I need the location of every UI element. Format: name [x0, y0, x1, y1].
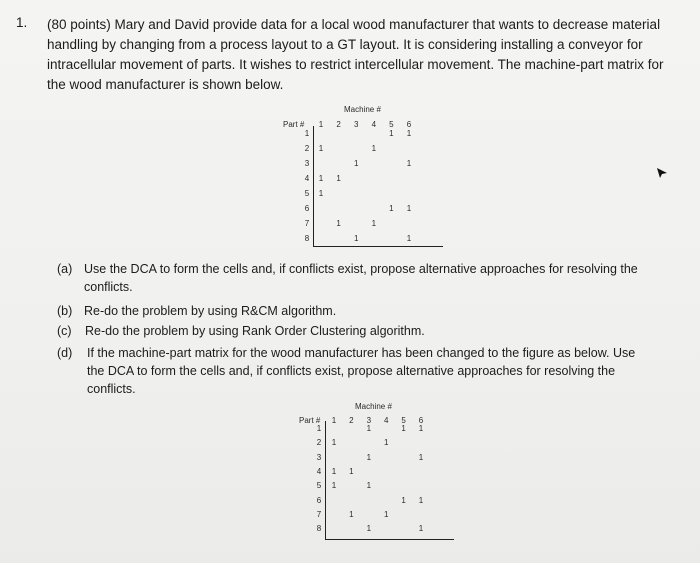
- machine-number: 6: [406, 120, 412, 129]
- part-number: 7: [304, 219, 310, 228]
- matrix-cell-one: 1: [353, 159, 359, 168]
- machine-part-matrix-1: [280, 105, 448, 250]
- matrix-cell-one: 1: [366, 452, 372, 462]
- machine-axis-label: Machine #: [355, 402, 392, 411]
- matrix-cell-one: 1: [353, 234, 359, 243]
- part-number: 4: [304, 174, 310, 183]
- matrix-cell-one: 1: [371, 219, 377, 228]
- question-line: intracellular movement of parts. It wishes to restrict intercellular movement. The machine-part matrix for: [47, 57, 664, 72]
- subquestion-label: (c): [57, 324, 72, 338]
- part-number: 5: [304, 189, 310, 198]
- part-axis-label: Part #: [299, 416, 321, 425]
- part-number: 1: [316, 424, 322, 433]
- part-number: 8: [316, 524, 322, 534]
- part-number: 6: [316, 495, 322, 505]
- question-line: handling by changing from a process layout to a GT layout. It is considering installing a conveyor for: [47, 37, 643, 52]
- machine-number: 5: [401, 416, 406, 425]
- matrix-cell-one: 1: [389, 204, 394, 213]
- subquestion-label: (b): [57, 304, 73, 318]
- machine-part-matrix-2: [296, 402, 459, 543]
- subquestion-line: Re-do the problem by using R&CM algorithm.: [84, 304, 337, 318]
- matrix-cell-one: 1: [406, 129, 412, 138]
- subquestion-line: conflicts.: [84, 280, 133, 294]
- part-number: 1: [304, 129, 310, 138]
- question-text: [47, 15, 682, 95]
- matrix-cell-one: 1: [418, 452, 424, 462]
- matrix-cell-one: 1: [318, 144, 324, 153]
- question-line: (80 points) Mary and David provide data for a local wood manufacturer that wants to decrease material: [47, 17, 661, 32]
- part-number: 3: [316, 452, 322, 462]
- matrix-cell-one: 1: [331, 481, 337, 491]
- machine-number: 2: [349, 416, 354, 425]
- part-number: 7: [316, 509, 322, 519]
- subquestion-line: Use the DCA to form the cells and, if conflicts exist, propose alternative approaches for resolving the: [84, 262, 638, 276]
- part-number: 8: [304, 234, 310, 243]
- machine-number: 4: [371, 120, 377, 129]
- part-number: 2: [316, 438, 322, 448]
- part-number: 3: [304, 159, 310, 168]
- matrix-cell-one: 1: [383, 509, 389, 519]
- machine-number: 1: [318, 120, 324, 129]
- subquestion-line: Re-do the problem by using Rank Order Clustering algorithm.: [85, 324, 425, 338]
- matrix-cell-one: 1: [318, 189, 324, 198]
- machine-number: 3: [366, 416, 372, 425]
- matrix-cell-one: 1: [418, 424, 424, 433]
- matrix-cell-one: 1: [336, 219, 341, 228]
- matrix-cell-one: 1: [318, 174, 324, 183]
- matrix-cell-one: 1: [406, 234, 412, 243]
- matrix-cell-one: 1: [336, 174, 341, 183]
- machine-number: 6: [418, 416, 424, 425]
- machine-number: 2: [336, 120, 341, 129]
- machine-number: 4: [383, 416, 389, 425]
- matrix-cell-one: 1: [366, 524, 372, 534]
- subquestion-line: If the machine-part matrix for the wood manufacturer has been changed to the figure as below. Use: [87, 346, 636, 360]
- matrix-cell-one: 1: [349, 509, 354, 519]
- part-axis-label: Part #: [283, 120, 305, 129]
- question-number: 1.: [16, 15, 28, 30]
- matrix-cell-one: 1: [418, 524, 424, 534]
- matrix-cell-one: 1: [406, 159, 412, 168]
- part-number: 6: [304, 204, 310, 213]
- machine-number: 5: [389, 120, 394, 129]
- machine-number: 3: [353, 120, 359, 129]
- matrix-cell-one: 1: [406, 204, 412, 213]
- subquestion-label: (d): [57, 346, 73, 360]
- question-line: the wood manufacturer is shown below.: [47, 77, 284, 92]
- matrix-cell-one: 1: [389, 129, 394, 138]
- mouse-pointer-icon: [656, 167, 668, 179]
- matrix-cell-one: 1: [371, 144, 377, 153]
- matrix-cell-one: 1: [366, 424, 372, 433]
- part-number: 2: [304, 144, 310, 153]
- matrix-cell-one: 1: [418, 495, 424, 505]
- subquestion-line: conflicts.: [87, 382, 136, 396]
- matrix-cell-one: 1: [401, 495, 406, 505]
- matrix-cell-one: 1: [349, 466, 354, 476]
- subquestion-line: the DCA to form the cells and, if conflicts exist, propose alternative approaches for resolving the: [87, 364, 616, 378]
- machine-axis-label: Machine #: [344, 105, 381, 114]
- subquestion-label: (a): [57, 262, 73, 276]
- matrix-cell-one: 1: [331, 466, 337, 476]
- matrix-cell-one: 1: [366, 481, 372, 491]
- part-number: 5: [316, 481, 322, 491]
- matrix-cell-one: 1: [331, 438, 337, 448]
- part-number: 4: [316, 466, 322, 476]
- matrix-cell-one: 1: [383, 438, 389, 448]
- machine-number: 1: [331, 416, 337, 425]
- matrix-cell-one: 1: [401, 424, 406, 433]
